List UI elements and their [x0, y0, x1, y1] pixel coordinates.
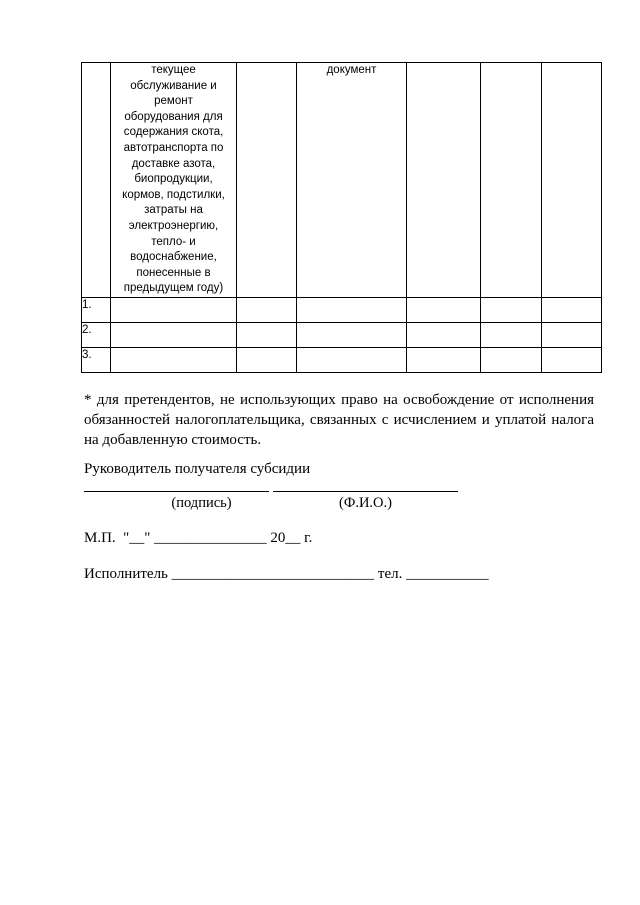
row-number: 1.: [82, 297, 111, 322]
document-cell: документ: [297, 63, 407, 298]
description-line: предыдущем году): [123, 282, 224, 295]
signature-label: (подпись): [171, 495, 232, 511]
executor-line: Исполнитель ___________________________ тел. ___________: [84, 566, 489, 582]
description-line: затраты на: [144, 204, 203, 217]
row-number: 3.: [82, 347, 111, 372]
table-cell: [542, 63, 602, 298]
table-cell: [407, 322, 481, 347]
table-cell: [111, 347, 237, 372]
table-cell: [237, 297, 297, 322]
description-line: электроэнергию,: [128, 219, 219, 232]
description-line: понесенные в: [136, 266, 211, 279]
signature-underline: [84, 491, 269, 492]
table-cell: [481, 347, 542, 372]
table-cell: [407, 347, 481, 372]
table-row: [82, 297, 602, 322]
table-cell: [481, 63, 542, 298]
stamp-date-line: М.П. "__" _______________ 20__ г.: [84, 530, 313, 546]
description-line: обслуживание и: [130, 79, 217, 92]
table-cell: [82, 63, 111, 298]
table-cell: [237, 322, 297, 347]
name-underline: [273, 491, 458, 492]
table-cell: [111, 322, 237, 347]
table-cell: [297, 297, 407, 322]
name-label: (Ф.И.О.): [339, 495, 392, 511]
table-cell: [297, 322, 407, 347]
table-cell: [542, 322, 602, 347]
description-line: содержания скота,: [123, 126, 224, 139]
table-row-description: [82, 63, 602, 298]
table-row: [82, 322, 602, 347]
table-cell: [237, 63, 297, 298]
table-cell: [297, 347, 407, 372]
table-cell: [111, 297, 237, 322]
table-cell: [481, 297, 542, 322]
description-line: водоснабжение,: [130, 251, 217, 264]
row-number: 2.: [82, 322, 111, 347]
description-line: оборудования для: [124, 110, 223, 123]
table-row: [82, 347, 602, 372]
description-line: ремонт: [154, 95, 193, 108]
description-line: тепло- и: [151, 235, 196, 248]
table-cell: [481, 322, 542, 347]
description-line: доставке азота,: [131, 157, 216, 170]
table-cell: [407, 63, 481, 298]
recipient-head-title: Руководитель получателя субсидии: [84, 461, 311, 477]
table-cell: [542, 297, 602, 322]
description-line: текущее: [151, 64, 196, 76]
description-cell: [111, 63, 237, 298]
data-table: [81, 62, 602, 373]
description-line: кормов, подстилки,: [122, 188, 225, 201]
footnote: * для претендентов, не использующих право на освобождение от исполнения обязанностей налогоплательщика, связанных с исчислением и уплатой налога на добавленную стоимость.: [84, 392, 594, 448]
table-cell: [542, 347, 602, 372]
description-line: биопродукции,: [134, 173, 213, 186]
table-cell: [407, 297, 481, 322]
table-cell: [237, 347, 297, 372]
description-line: автотранспорта по: [123, 141, 224, 154]
